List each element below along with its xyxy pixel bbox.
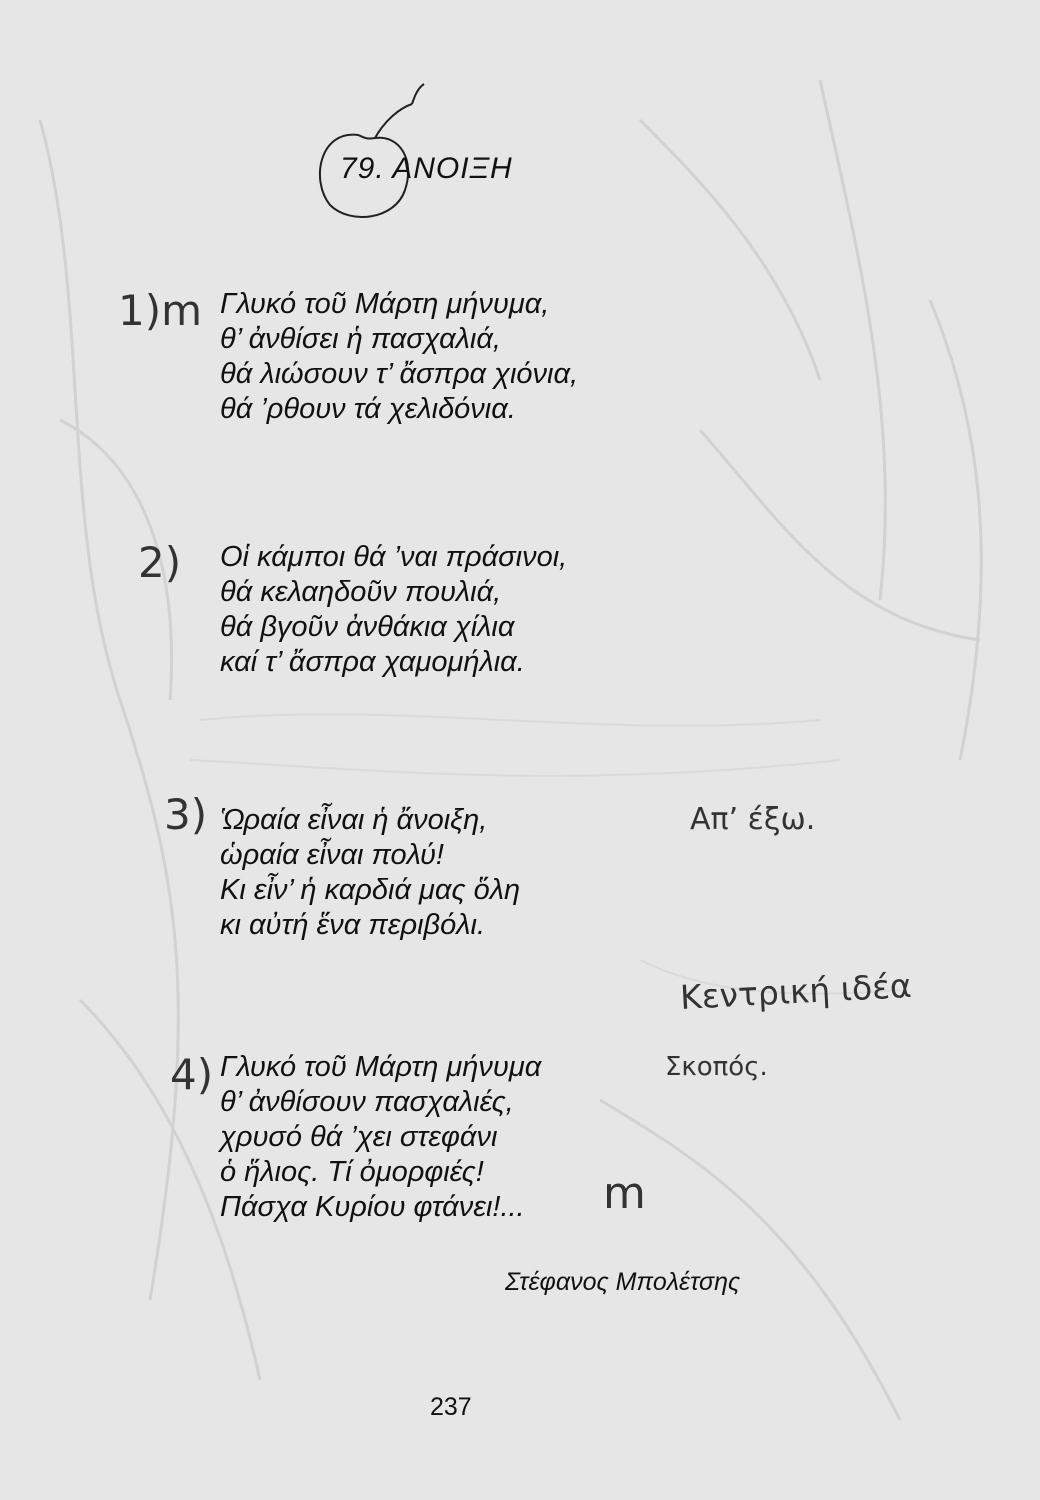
margin-note: Κεντρική ιδέα [679,965,913,1018]
margin-note: m [603,1168,646,1219]
margin-note: Απ’ έξω. [690,802,816,837]
poem-line: θά βγοῦν ἀνθάκια χίλια [220,611,515,643]
poem-line: καί τ’ ἄσπρα χαμομήλια. [220,646,525,678]
stanza-4 [220,1050,541,1225]
author: Στέφανος Μπολέτσης [505,1268,741,1296]
stanza-marker: 3) [164,790,208,839]
margin-note: Σκοπός. [665,1052,768,1082]
poem-line: θά ’ρθουν τά χελιδόνια. [220,393,516,425]
stanza-2 [220,540,567,680]
stanza-marker: 1)m [118,286,203,335]
poem-line: ὡραία εἶναι πολύ! [220,839,444,871]
stanza-marker: 4) [170,1050,214,1099]
stanza-3 [220,803,520,943]
page-number: 237 [430,1393,472,1421]
poem-line: Γλυκό τοῦ Μάρτη μήνυμα, [220,288,550,320]
title-number: 79. [340,152,385,185]
poem-line: ὁ ἥλιος. Τί ὀμορφιές! [220,1156,484,1188]
stanza-1 [220,287,578,427]
poem-line: Κι εἶν’ ἡ καρδιά μας ὅλη [220,874,521,906]
poem-line: Γλυκό τοῦ Μάρτη μήνυμα [220,1051,542,1083]
poem-line: Οἱ κάμποι θά ’ναι πράσινοι, [220,541,568,573]
poem-title [340,152,513,186]
poem-line: Ὡραία εἶναι ἡ ἄνοιξη, [220,804,488,836]
poem-line: Πάσχα Κυρίου φτάνει!... [220,1191,525,1223]
title-text: ΑΝΟΙΞΗ [392,152,513,185]
poem-line: χρυσό θά ’χει στεφάνι [220,1121,498,1153]
poem-line: θ’ ἀνθίσει ἡ πασχαλιά, [220,323,501,355]
poem-line: θά κελαηδοῦν πουλιά, [220,576,502,608]
stanza-marker: 2) [138,538,182,587]
poem-line: κι αὐτή ἕνα περιβόλι. [220,909,486,941]
poem-line: θά λιώσουν τ’ ἄσπρα χιόνια, [220,358,579,390]
poem-line: θ’ ἀνθίσουν πασχαλιές, [220,1086,514,1118]
